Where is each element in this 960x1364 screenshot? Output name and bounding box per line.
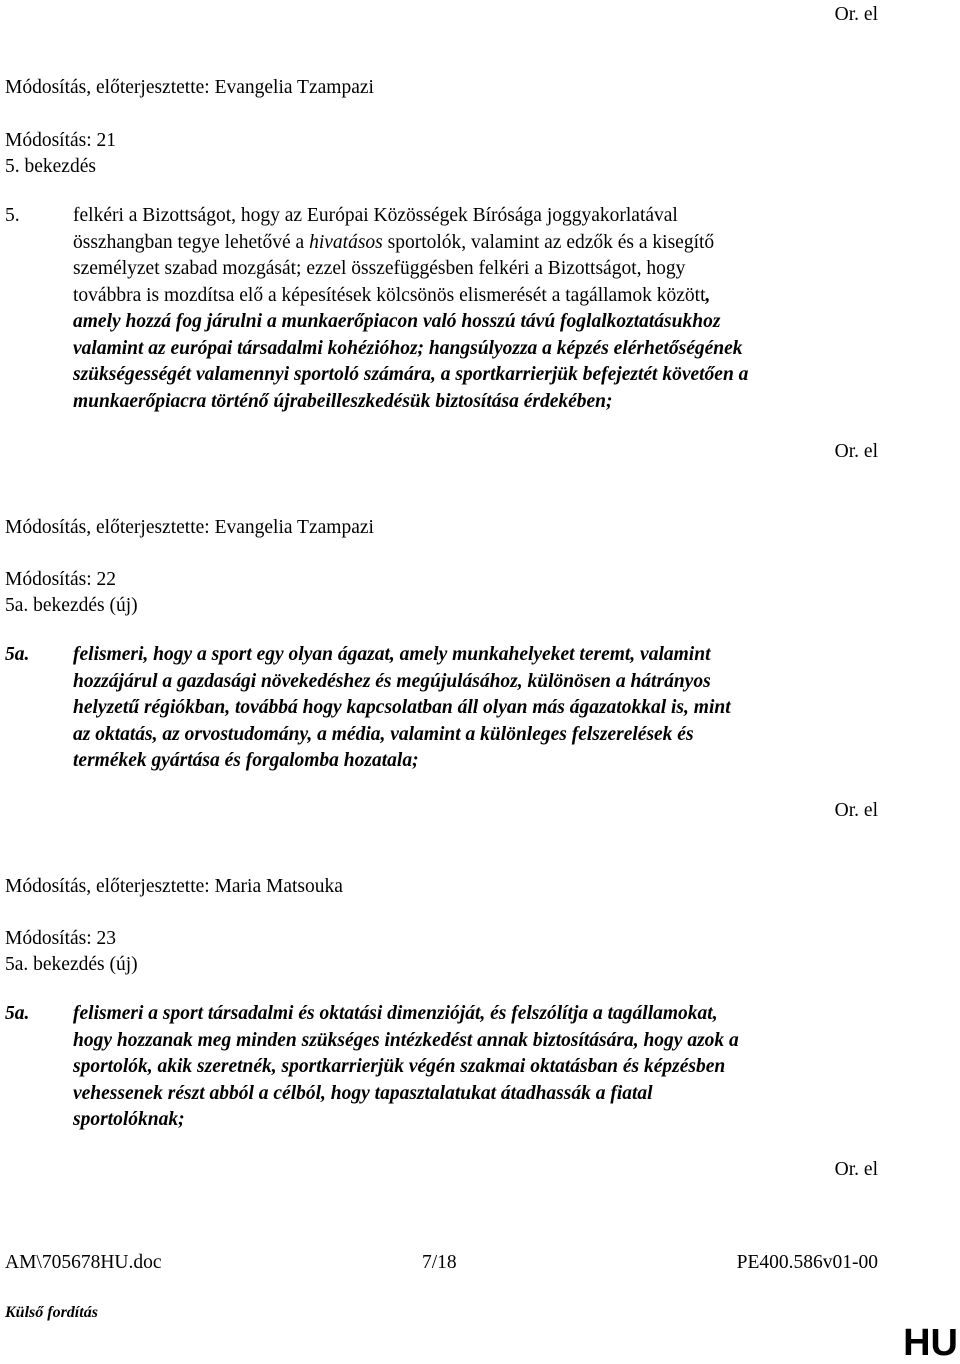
amendment-22-section: 5a. bekezdés (új) xyxy=(5,595,138,616)
text-segment: hozzájárul a gazdasági növekedéshez és megújulásához, különösen a hátrányos xyxy=(73,670,711,692)
footer-external-translation: Külső fordítás xyxy=(5,1304,98,1321)
paragraph-line xyxy=(73,1081,885,1108)
text-segment: sportolók, akik szeretnék, sportkarrierjük végén szakmai oktatásban és képzésben xyxy=(73,1056,726,1077)
paragraph-line xyxy=(73,336,885,363)
paragraph-text xyxy=(73,1001,885,1134)
amendment-21-original-language: Or. el xyxy=(834,441,878,462)
text-segment: sportolóknak; xyxy=(73,1109,185,1130)
text-segment: továbbra is mozdítsa elő a képesítések kölcsönös elismerését a tagállamok között xyxy=(73,284,706,306)
footer-doc-reference: AM\705678HU.doc xyxy=(5,1252,162,1273)
text-segment: szükségességét valamennyi sportoló számára, a sportkarrierjük befejeztét követően a xyxy=(73,364,749,385)
paragraph-line xyxy=(73,362,885,389)
paragraph-line xyxy=(73,1001,885,1028)
paragraph-line xyxy=(73,203,885,230)
text-segment: valamint az európai társadalmi kohézióhoz; hangsúlyozza a képzés elérhetőségének xyxy=(73,337,743,359)
text-segment: vehessenek részt abból a célból, hogy tapasztalatukat átadhassák a fiatal xyxy=(73,1082,653,1104)
text-segment: amely hozzá fog járulni a munkaerőpiacon való hosszú távú foglalkoztatásukhoz xyxy=(73,311,721,332)
text-segment: az oktatás, az orvostudomány, a média, valamint a különleges felszerelések és xyxy=(73,723,694,745)
text-segment: hivatásos xyxy=(309,231,383,253)
paragraph-line xyxy=(73,309,885,336)
text-segment: felismeri, hogy a sport egy olyan ágazat, amely munkahelyeket teremt, valamint xyxy=(73,644,711,665)
amendment-21-section: 5. bekezdés xyxy=(5,156,96,177)
paragraph-line xyxy=(73,642,885,669)
text-segment: személyzet szabad mozgását; ezzel összefüggésben felkéri a Bizottságot, hogy xyxy=(73,258,686,279)
paragraph-number: 5a. xyxy=(5,644,30,665)
amendment-22-number: Módosítás: 22 xyxy=(5,569,117,590)
paragraph-line xyxy=(73,389,885,416)
amendment-23-author: Módosítás, előterjesztette: Maria Matsouka xyxy=(5,876,343,897)
paragraph-text xyxy=(73,203,885,415)
paragraph-line xyxy=(73,256,885,283)
top-original-language: Or. el xyxy=(834,4,878,25)
footer-pe-reference: PE400.586v01-00 xyxy=(736,1252,878,1273)
amendment-23-original-language: Or. el xyxy=(834,1159,878,1180)
paragraph-line xyxy=(73,722,885,749)
text-segment: felismeri a sport társadalmi és oktatási dimenzióját, és felszólítja a tagállamokat, xyxy=(73,1003,718,1024)
text-segment: felkéri a Bizottságot, hogy az Európai Közösségek Bírósága joggyakorlatával xyxy=(73,205,678,226)
amendment-23-section: 5a. bekezdés (új) xyxy=(5,954,138,975)
paragraph-line xyxy=(73,1028,885,1055)
text-segment: sportolók, valamint az edzők és a kisegítő xyxy=(382,231,715,253)
amendment-22-paragraph xyxy=(5,642,885,775)
paragraph-line xyxy=(73,669,885,696)
footer-language-code: HU xyxy=(903,1322,958,1364)
amendment-21-paragraph xyxy=(5,203,885,415)
amendment-22-author: Módosítás, előterjesztette: Evangelia Tzampazi xyxy=(5,517,374,538)
paragraph-number: 5a. xyxy=(5,1003,30,1024)
paragraph-text xyxy=(73,642,885,775)
paragraph-line xyxy=(73,283,885,310)
text-segment: hogy hozzanak meg minden szükséges intézkedést annak biztosítására, hogy azok a xyxy=(73,1029,739,1051)
amendment-21-author: Módosítás, előterjesztette: Evangelia Tzampazi xyxy=(5,77,374,98)
paragraph-line xyxy=(73,1054,885,1081)
text-segment: termékek gyártása és forgalomba hozatala; xyxy=(73,750,419,771)
text-segment: összhangban tegye lehetővé a xyxy=(73,231,310,253)
paragraph-line xyxy=(73,748,885,775)
text-segment: , xyxy=(705,284,711,306)
text-segment: munkaerőpiacra történő újrabeilleszkedésük biztosítása érdekében; xyxy=(73,390,613,412)
paragraph-line xyxy=(73,695,885,722)
amendment-22-original-language: Or. el xyxy=(834,800,878,821)
text-segment: helyzetű régiókban, továbbá hogy kapcsolatban áll olyan más ágazatokkal is, mint xyxy=(73,697,731,718)
paragraph-line xyxy=(73,1107,885,1134)
footer-page-number: 7/18 xyxy=(422,1252,457,1273)
amendment-23-paragraph xyxy=(5,1001,885,1134)
amendment-23-number: Módosítás: 23 xyxy=(5,928,117,949)
paragraph-number: 5. xyxy=(5,205,20,226)
paragraph-line xyxy=(73,230,885,257)
amendment-21-number: Módosítás: 21 xyxy=(5,130,117,151)
